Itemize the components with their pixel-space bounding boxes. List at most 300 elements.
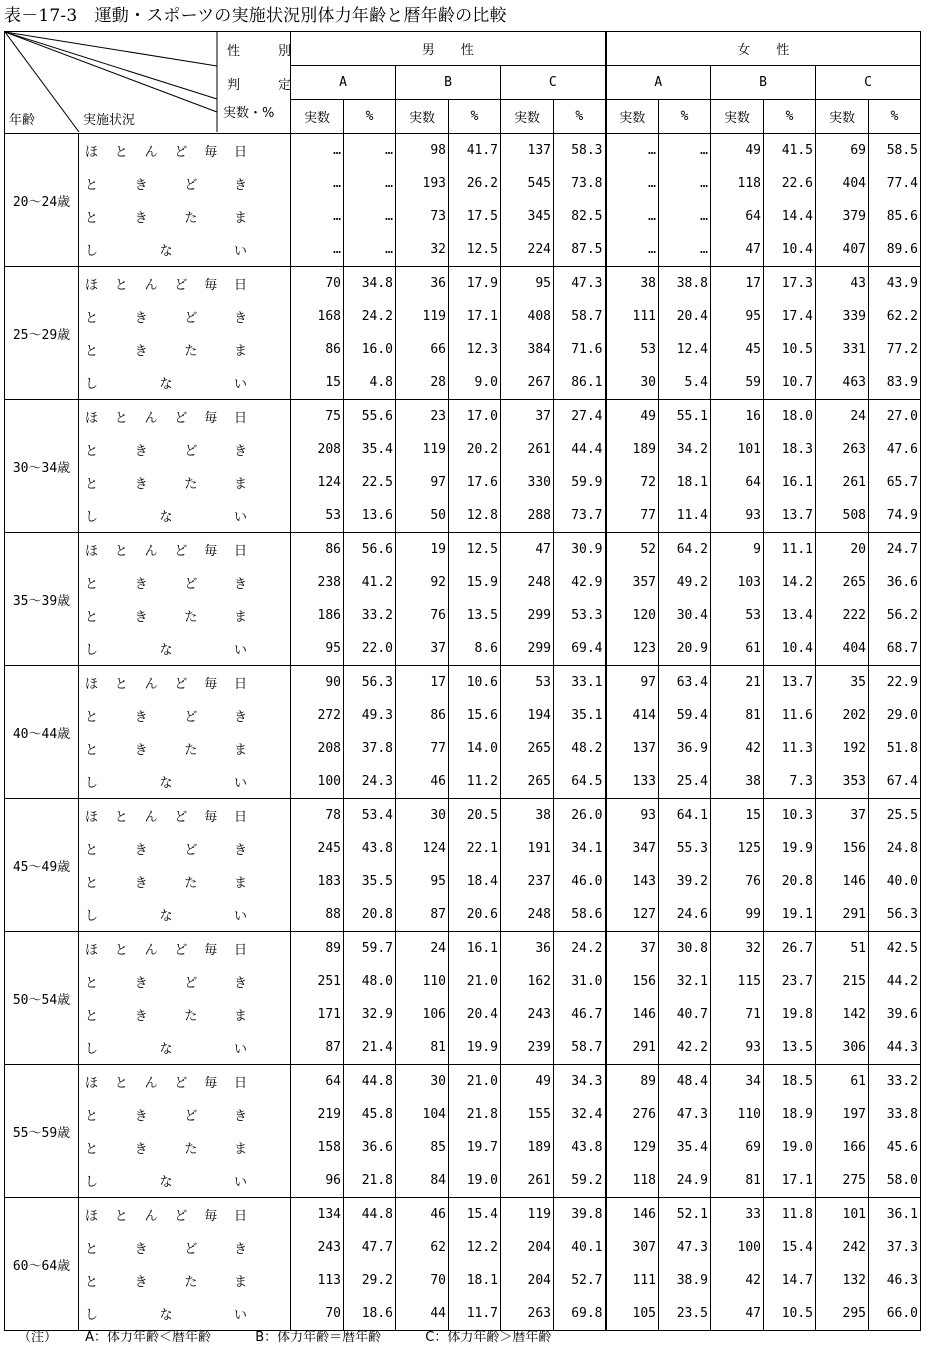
pct-cell: 32.9 [344,998,396,1031]
count-cell: 186 [291,599,344,632]
pct-cell: 77.4 [869,167,921,200]
pct-cell: 24.8 [869,832,921,865]
count-cell: 194 [501,699,554,732]
activity-label-char: ど [184,311,198,326]
pct-cell: 17.5 [449,200,501,233]
pct-cell: 16.0 [344,333,396,366]
pct-cell: 35.5 [344,865,396,898]
pct-cell: 18.9 [764,1098,816,1131]
pct-cell: 58.0 [869,1164,921,1198]
activity-label-char: い [233,776,247,791]
count-cell: 38 [711,765,764,799]
count-cell: 545 [501,167,554,200]
pct-cell: 20.8 [344,898,396,932]
pct-cell: 29.2 [344,1264,396,1297]
count-cell: 265 [816,566,869,599]
activity-label [79,533,291,567]
pct-cell: 69.8 [554,1297,606,1331]
pct-cell: 87.5 [554,233,606,267]
activity-label [79,200,291,233]
pct-cell: 17.1 [764,1164,816,1198]
count-cell: 53 [711,599,764,632]
pct-cell: 20.4 [449,998,501,1031]
footnote-a: A：体力年齢＜暦年齢 [85,1330,212,1345]
activity-label-char: ま [233,610,247,625]
pct-cell: 47.7 [344,1231,396,1264]
activity-label-char: と [85,710,99,725]
count-cell: 119 [396,300,449,333]
count-cell: 275 [816,1164,869,1198]
age-group-label: 50～54歳 [5,932,79,1065]
pct-cell: 13.6 [344,499,396,533]
activity-label-char: と [85,1242,99,1257]
activity-label [79,167,291,200]
pct-cell: 82.5 [554,200,606,233]
pct-cell: 17.9 [449,267,501,301]
activity-label-char: い [233,377,247,392]
pct-cell: 34.3 [554,1065,606,1099]
pct-cell: 41.5 [764,134,816,168]
activity-label [79,1231,291,1264]
count-cell: 52 [606,533,659,567]
pct-cell: 46.3 [869,1264,921,1297]
pct-cell: 33.1 [554,666,606,700]
count-cell: 243 [291,1231,344,1264]
activity-label [79,134,291,168]
count-cell: 404 [816,167,869,200]
count-cell: 272 [291,699,344,732]
pct-cell: 22.5 [344,466,396,499]
activity-label [79,499,291,533]
count-cell: 70 [291,267,344,301]
count-cell: 156 [816,832,869,865]
pct-cell: 19.1 [764,898,816,932]
pct-cell: 21.0 [449,1065,501,1099]
pct-cell: 47.3 [554,267,606,301]
count-cell: 265 [501,765,554,799]
activity-label-char: と [85,211,99,226]
pct-cell: 14.4 [764,200,816,233]
pct-cell: 36.6 [869,566,921,599]
count-cell: 86 [291,533,344,567]
count-cell: 104 [396,1098,449,1131]
activity-label [79,599,291,632]
count-cell: 32 [711,932,764,966]
count-cell: 92 [396,566,449,599]
count-cell: 219 [291,1098,344,1131]
count-cell: 93 [711,499,764,533]
table-row [5,499,921,533]
activity-label-char: ど [174,943,188,958]
pct-cell: 56.3 [344,666,396,700]
pct-cell: 44.8 [344,1065,396,1099]
pct-cell: 38.9 [659,1264,711,1297]
table-row [5,1198,921,1232]
count-cell: 42 [711,1264,764,1297]
count-cell: 73 [396,200,449,233]
activity-label-char: ん [144,1076,158,1091]
count-cell: 51 [816,932,869,966]
count-cell: 101 [711,433,764,466]
count-cell: … [291,134,344,168]
activity-label-char: し [85,643,99,658]
table-row [5,1065,921,1099]
activity-label [79,932,291,966]
count-cell: 47 [711,1297,764,1331]
activity-label-char: た [184,1275,198,1290]
activity-label-char: い [233,510,247,525]
count-cell: 155 [501,1098,554,1131]
table-row [5,566,921,599]
activity-label [79,267,291,301]
count-cell: 17 [396,666,449,700]
activity-label [79,699,291,732]
pct-cell: 17.6 [449,466,501,499]
activity-label-char: と [85,876,99,891]
activity-label-char: ど [184,843,198,858]
pct-cell: 55.3 [659,832,711,865]
activity-label-char: た [184,344,198,359]
age-group-label: 30～34歳 [5,400,79,533]
count-cell: 86 [396,699,449,732]
table-row [5,1264,921,1297]
count-cell: 261 [816,466,869,499]
count-cell: 132 [816,1264,869,1297]
activity-label-char: 日 [233,810,247,825]
count-cell: 162 [501,965,554,998]
count-cell: 267 [501,366,554,400]
pct-cell: 59.2 [554,1164,606,1198]
activity-label-char: き [134,1275,148,1290]
activity-label-char: ん [144,145,158,160]
activity-label-char: き [233,843,247,858]
activity-label-char: ま [233,1142,247,1157]
count-cell: 37 [501,400,554,434]
activity-label-char: き [134,743,148,758]
count-cell: 129 [606,1131,659,1164]
count-cell: 49 [711,134,764,168]
count-cell: 142 [816,998,869,1031]
footnote-b: B：体力年齢＝暦年齢 [255,1330,382,1345]
count-cell: 197 [816,1098,869,1131]
pct-cell: 35.4 [344,433,396,466]
pct-cell: 11.1 [764,533,816,567]
activity-label [79,1098,291,1131]
count-cell: 222 [816,599,869,632]
activity-label-char: き [134,1009,148,1024]
count-cell: 168 [291,300,344,333]
count-cell: 95 [396,865,449,898]
pct-cell: 36.9 [659,732,711,765]
activity-label-char: な [159,377,173,392]
pct-cell: 34.1 [554,832,606,865]
count-cell: 204 [501,1264,554,1297]
count-cell: 243 [501,998,554,1031]
activity-label-char: 毎 [204,677,218,692]
pct-cell: 14.2 [764,566,816,599]
count-cell: 137 [606,732,659,765]
pct-cell: 77.2 [869,333,921,366]
activity-label [79,832,291,865]
pct-cell: 58.7 [554,1031,606,1065]
pct-cell: 11.7 [449,1297,501,1331]
activity-label-char: き [233,976,247,991]
pct-cell: 48.0 [344,965,396,998]
count-cell: 248 [501,898,554,932]
pct-cell: … [344,167,396,200]
count-cell: 124 [396,832,449,865]
pct-cell: 74.9 [869,499,921,533]
count-cell: 76 [396,599,449,632]
pct-cell: 59.4 [659,699,711,732]
pct-cell: 37.8 [344,732,396,765]
activity-label-char: ど [174,1076,188,1091]
count-cell: 237 [501,865,554,898]
count-cell: 53 [606,333,659,366]
activity-label-char: ほ [85,677,99,692]
age-group-label: 55～59歳 [5,1065,79,1198]
activity-label-char: ど [174,544,188,559]
pct-cell: 10.3 [764,799,816,833]
count-cell: 146 [606,998,659,1031]
count-cell: 127 [606,898,659,932]
pct-cell: 26.2 [449,167,501,200]
activity-label-char: と [85,1275,99,1290]
pct-cell: 15.9 [449,566,501,599]
count-cell: 248 [501,566,554,599]
activity-label-char: た [184,610,198,625]
pct-cell: 62.2 [869,300,921,333]
activity-label-char: い [233,1308,247,1323]
count-cell: 96 [291,1164,344,1198]
pct-cell: 19.9 [449,1031,501,1065]
count-cell: 23 [396,400,449,434]
pct-cell: 11.4 [659,499,711,533]
count-cell: 113 [291,1264,344,1297]
pct-cell: 18.1 [659,466,711,499]
pct-cell: 18.6 [344,1297,396,1331]
count-cell: 295 [816,1297,869,1331]
pct-cell: 52.1 [659,1198,711,1232]
activity-label-char: ほ [85,810,99,825]
header-count-label: 実数 [291,100,344,134]
count-cell: 95 [291,632,344,666]
activity-label-char: 日 [233,943,247,958]
pct-cell: 68.7 [869,632,921,666]
pct-cell: 23.5 [659,1297,711,1331]
activity-label-char: と [85,444,99,459]
pct-cell: 20.8 [764,865,816,898]
count-cell: 189 [606,433,659,466]
activity-label [79,1164,291,1198]
count-cell: 291 [606,1031,659,1065]
pct-cell: 5.4 [659,366,711,400]
count-cell: 84 [396,1164,449,1198]
activity-label [79,1131,291,1164]
header-pct-label: % [344,100,396,134]
pct-cell: 38.8 [659,267,711,301]
count-cell: 59 [711,366,764,400]
pct-cell: 55.6 [344,400,396,434]
pct-cell: 10.6 [449,666,501,700]
pct-cell: 39.2 [659,865,711,898]
count-cell: 81 [396,1031,449,1065]
activity-label [79,400,291,434]
count-cell: 245 [291,832,344,865]
pct-cell: 20.9 [659,632,711,666]
pct-cell: 19.0 [449,1164,501,1198]
table-row [5,632,921,666]
activity-label-char: ま [233,211,247,226]
activity-label-char: き [134,577,148,592]
activity-label-char: き [233,710,247,725]
activity-label-char: し [85,510,99,525]
count-cell: 77 [396,732,449,765]
activity-label-char: と [114,677,128,692]
activity-label-char: 毎 [204,278,218,293]
activity-label-char: き [233,444,247,459]
count-cell: 191 [501,832,554,865]
header-count-label: 実数 [711,100,764,134]
activity-label-char: ま [233,1009,247,1024]
pct-cell: 18.1 [449,1264,501,1297]
header-corner-cell [5,32,296,134]
count-cell: 89 [291,932,344,966]
pct-cell: 73.7 [554,499,606,533]
count-cell: 110 [396,965,449,998]
pct-cell: 44.4 [554,433,606,466]
count-cell: 407 [816,233,869,267]
count-cell: 143 [606,865,659,898]
pct-cell: 43.9 [869,267,921,301]
count-cell: 134 [291,1198,344,1232]
pct-cell: 65.7 [869,466,921,499]
pct-cell: 12.8 [449,499,501,533]
activity-label-char: ど [174,145,188,160]
activity-label-char: き [233,178,247,193]
activity-label-char: と [114,544,128,559]
activity-label-char: し [85,909,99,924]
count-cell: 125 [711,832,764,865]
count-cell: 78 [291,799,344,833]
count-cell: 53 [501,666,554,700]
pct-cell: 15.6 [449,699,501,732]
pct-cell: 58.5 [869,134,921,168]
count-cell: 156 [606,965,659,998]
pct-cell: 71.6 [554,333,606,366]
pct-cell: 59.9 [554,466,606,499]
count-cell: 21 [711,666,764,700]
header-grade-male-a: A [291,66,396,100]
count-cell: 208 [291,732,344,765]
count-cell: 69 [816,134,869,168]
activity-label-char: き [233,1242,247,1257]
pct-cell: 34.2 [659,433,711,466]
activity-label-char: と [85,610,99,625]
pct-cell: 22.1 [449,832,501,865]
activity-label-char: き [134,610,148,625]
count-cell: 42 [711,732,764,765]
age-group-label: 25～29歳 [5,267,79,400]
pct-cell: 51.8 [869,732,921,765]
pct-cell: 10.7 [764,366,816,400]
header-judge-label: 判 定 [227,78,296,93]
count-cell: 38 [606,267,659,301]
pct-cell: 35.4 [659,1131,711,1164]
activity-label-char: た [184,211,198,226]
count-cell: 37 [606,932,659,966]
pct-cell: 47.3 [659,1231,711,1264]
pct-cell: 12.5 [449,533,501,567]
count-cell: 404 [816,632,869,666]
pct-cell: 47.3 [659,1098,711,1131]
pct-cell: 56.2 [869,599,921,632]
count-cell: 158 [291,1131,344,1164]
activity-label-char: ほ [85,278,99,293]
header-pct-label: % [659,100,711,134]
count-cell: 64 [291,1065,344,1099]
pct-cell: 37.3 [869,1231,921,1264]
count-cell: 81 [711,1164,764,1198]
pct-cell: 46.7 [554,998,606,1031]
pct-cell: 7.3 [764,765,816,799]
activity-label-char: ど [174,677,188,692]
count-cell: 111 [606,300,659,333]
header-count-label: 実数 [396,100,449,134]
activity-label-char: ど [184,1109,198,1124]
activity-label-char: た [184,1142,198,1157]
activity-label-char: ど [184,1242,198,1257]
activity-label-char: な [159,1175,173,1190]
pct-cell: 42.2 [659,1031,711,1065]
pct-cell: 21.8 [344,1164,396,1198]
activity-label-char: い [233,643,247,658]
activity-label-char: た [184,743,198,758]
activity-label-char: ほ [85,411,99,426]
count-cell: 34 [711,1065,764,1099]
count-cell: 24 [396,932,449,966]
pct-cell: 10.4 [764,632,816,666]
count-cell: 146 [606,1198,659,1232]
activity-label-char: き [134,710,148,725]
activity-label-char: と [114,145,128,160]
footnote-prefix: （注） [18,1330,58,1345]
count-cell: 357 [606,566,659,599]
count-cell: 306 [816,1031,869,1065]
activity-label-char: ま [233,477,247,492]
activity-label-char: 毎 [204,544,218,559]
comparison-table-wrapper [4,31,921,1331]
activity-label-char: ま [233,876,247,891]
activity-label-char: な [159,510,173,525]
count-cell: 183 [291,865,344,898]
count-cell: 44 [396,1297,449,1331]
activity-label-char: 毎 [204,411,218,426]
activity-label-char: と [85,976,99,991]
age-group-label: 45～49歳 [5,799,79,932]
count-cell: 35 [816,666,869,700]
activity-label [79,566,291,599]
count-cell: 353 [816,765,869,799]
header-female: 女 性 [606,32,921,66]
activity-label-char: ま [233,344,247,359]
count-cell: … [606,134,659,168]
count-cell: 20 [816,533,869,567]
count-cell: 97 [606,666,659,700]
pct-cell: … [659,233,711,267]
count-cell: 101 [816,1198,869,1232]
activity-label-char: と [114,1209,128,1224]
